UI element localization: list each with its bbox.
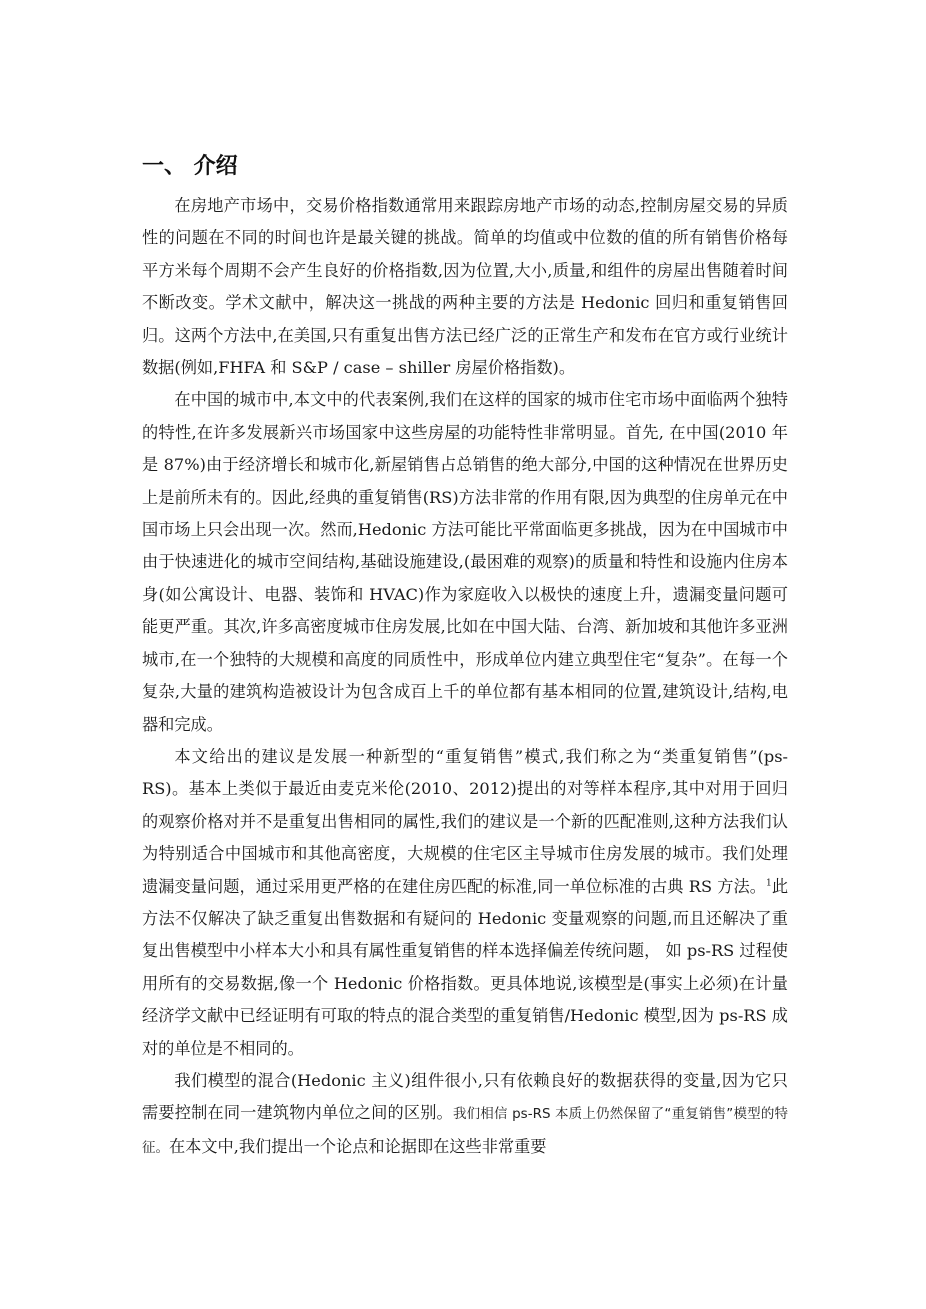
paragraph-4-text-a: 我们模型的混合(Hedonic 主义)组件很小,只有依赖良好的数据获得的变量,因为它只需要控制在同一建筑物内单位之间的区别。 [142, 1070, 788, 1123]
paragraph-1: 在房地产市场中，交易价格指数通常用来跟踪房地产市场的动态,控制房屋交易的异质性的问题在不同的时间也许是最关键的挑战。简单的均值或中位数的值的所有销售价格每平方米每个周期不会产生良好的价格指数,因为位置,大小,质量,和组件的房屋出售随着时间不断改变。学术文献中，解决这一挑战的两种主要的方法是 Hedonic 回归和重复销售回归。这两个方法中,在美国,只有重复出售方法已经广泛的正常生产和发布在官方或行业统计数据(例如,FHFA 和 S&P / case – shiller 房屋价格指数)。 [142, 196, 788, 378]
paragraph-3-text-a: 本文给出的建议是发展一种新型的“重复销售”模式,我们称之为“类重复销售”(ps-RS)。基本上类似于最近由麦克米伦(2010、2012)提出的对等样本程序,其中对用于回归的观察价格对并不是重复出售相同的属性,我们的建议是一个新的匹配准则,这种方法我们认为特别适合中国城市和其他高密度，大规模的住宅区主导城市住房发展的城市。我们处理遗漏变量问题，通过采用更严格的在建住房匹配的标准,同一单位标准的古典 RS 方法。 [142, 746, 788, 896]
paragraph-3-text-b: 此方法不仅解决了缺乏重复出售数据和有疑问的 Hedonic 变量观察的问题,而且还解决了重复出售模型中小样本大小和具有属性重复销售的样本选择偏差传统问题， 如 ps-RS 过程使用所有的交易数据,像一个 Hedonic 价格指数。更具体地说,该模型是(事实上必须)在计量经济学文献中已经证明有可取的特点的混合类型的重复销售/Hedonic 模型,因为 ps-RS 成对的单位是不相同的。 [142, 876, 789, 1058]
paragraph-4-text-sans: 我们相信 ps-RS 本质上仍然保留了“重复销售”模型的特征。 [142, 1106, 789, 1156]
paragraph-4-text-c: 在本文中,我们提出一个论点和论据即在这些非常重要 [169, 1136, 547, 1156]
footnote-marker: 1 [766, 878, 772, 889]
section-heading: 一、 介绍 [142, 154, 238, 179]
paragraph-3 [142, 741, 788, 1065]
section-body [142, 190, 788, 1164]
paragraph-2: 在中国的城市中,本文中的代表案例,我们在这样的国家的城市住宅市场中面临两个独特的特性,在许多发展新兴市场国家中这些房屋的功能特性非常明显。首先, 在中国(2010 年是 87%)由于经济增长和城市化,新屋销售占总销售的绝大部分,中国的这种情况在世界历史上是前所未有的。因此,经典的重复销售(RS)方法非常的作用有限,因为典型的住房单元在中国市场上只会出现一次。然而,Hedonic 方法可能比平常面临更多挑战，因为在中国城市中由于快速进化的城市空间结构,基础设施建设,(最困难的观察)的质量和特性和设施内住房本身(如公寓设计、电器、装饰和 HVAC)作为家庭收入以极快的速度上升，遗漏变量问题可能更严重。其次,许多高密度城市住房发展,比如在中国大陆、台湾、新加坡和其他许多亚洲城市,在一个独特的大规模和高度的同质性中，形成单位内建立典型住宅“复杂”。在每一个复杂,大量的建筑构造被设计为包含成百上千的单位都有基本相同的位置,建筑设计,结构,电器和完成。 [142, 390, 788, 734]
paragraph-4 [142, 1065, 788, 1164]
